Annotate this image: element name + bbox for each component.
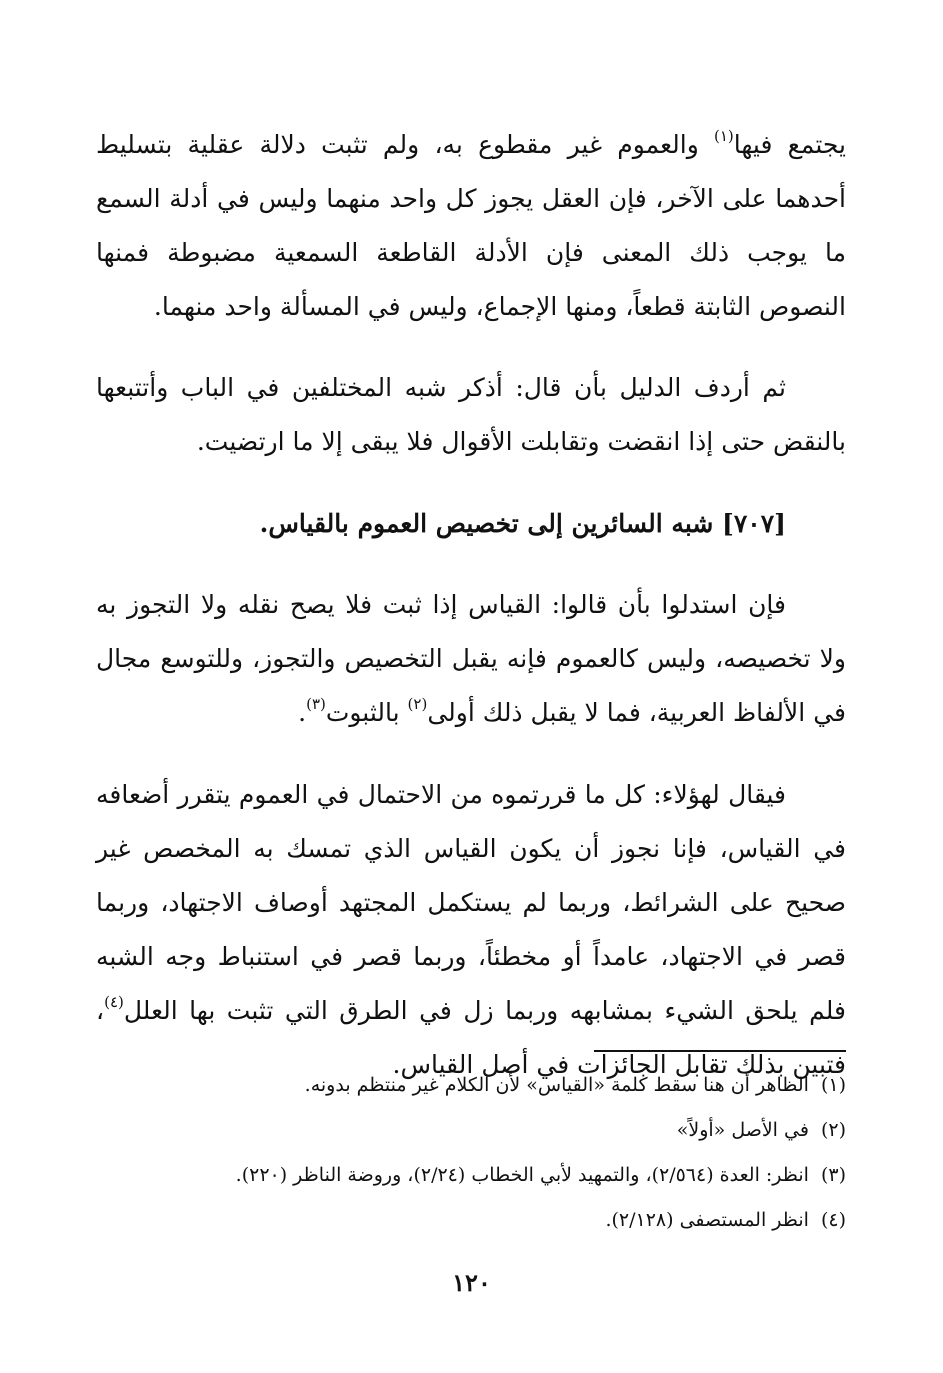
footnote-ref-4[interactable]: (٤): [104, 993, 124, 1011]
footnote-ref-3[interactable]: (٣): [306, 695, 326, 713]
footnote-number: (٢): [820, 1119, 846, 1141]
footnote-2: [96, 1108, 846, 1153]
footnote-ref-2[interactable]: (٢): [407, 695, 428, 713]
paragraph-2: ثم أردف الدليل بأن قال: أذكر شبه المختلفين في الباب وأتتبعها بالنقض حتى إذا انقضت وتقابلت الأقوال فلا يبقى إلا ما ارتضيت.: [96, 373, 846, 456]
text-segment: والعموم غير مقطوع به، ولم تثبت دلالة عقلية بتسليط أحدهما على الآخر، فإن العقل يجوز كل واحد منهما وليس في أدلة السمع ما يوجب ذلك المعنى فإن الأدلة القاطعة السمعية مضبوطة فمنها النصوص الثابتة قطعاً، ومنها الإجماع، وليس في المسألة واحد منهما.: [96, 130, 846, 321]
footnote-text: انظر المستصفى (٢/١٢٨).: [605, 1209, 809, 1231]
footnote-3: [96, 1153, 846, 1198]
footnote-number: (٣): [820, 1164, 846, 1186]
text-segment: بالثبوت: [325, 698, 408, 727]
footnote-divider: [594, 1050, 846, 1052]
text-segment: .: [298, 698, 307, 727]
text-segment: فإن استدلوا بأن قالوا: القياس إذا ثبت فلا يصح نقله ولا التجوز به ولا تخصيصه، وليس كالعموم فإنه يقبل التخصيص والتجوز، وللتوسع مجال في الألفاظ العربية، فما لا يقبل ذلك أولى: [96, 590, 846, 727]
footnote-4: [96, 1198, 846, 1243]
footnotes-list: [96, 1063, 846, 1243]
footnote-text: الظاهر أن هنا سقط كلمة «القياس» لأن الكلام غير منتظم بدونه.: [304, 1074, 809, 1096]
text-segment: يجتمع فيها: [733, 130, 846, 159]
footnote-number: (١): [820, 1074, 846, 1096]
footnote-1: [96, 1063, 846, 1108]
text-segment: فيقال لهؤلاء: كل ما قررتموه من الاحتمال في العموم يتقرر أضعافه في القياس، فإنا نجوز أن يكون القياس الذي تمسك به المخصص غير صحيح على الشرائط، وربما لم يستكمل المجتهد أوصاف الاجتهاد، وربما قصر في الاجتهاد، عامداً أو مخطئاً، وربما قصر في استنباط وجه الشبه فلم يلحق الشيء بمشابهه وربما زل في الطرق التي تثبت بها العلل: [96, 780, 846, 1025]
main-text: [96, 118, 846, 1092]
page-number: ١٢٠: [452, 1268, 491, 1297]
footnote-number: (٤): [820, 1209, 846, 1231]
paragraph-3: [96, 578, 846, 740]
footnote-text: انظر: العدة (٢/٥٦٤)، والتمهيد لأبي الخطاب (٢/٢٤)، وروضة الناظر (٢٢٠).: [235, 1164, 809, 1186]
footnote-text: في الأصل «أولاً»: [676, 1119, 809, 1141]
text-segment: ، فتبين بذلك تقابل الجائزات في أصل القياس.: [96, 996, 846, 1079]
footnote-ref-1[interactable]: (١): [713, 127, 734, 145]
section-heading: [٧٠٧] شبه السائرين إلى تخصيص العموم بالقياس.: [259, 509, 786, 538]
paragraph-1: [96, 118, 846, 334]
paragraph-4: [96, 768, 846, 1092]
